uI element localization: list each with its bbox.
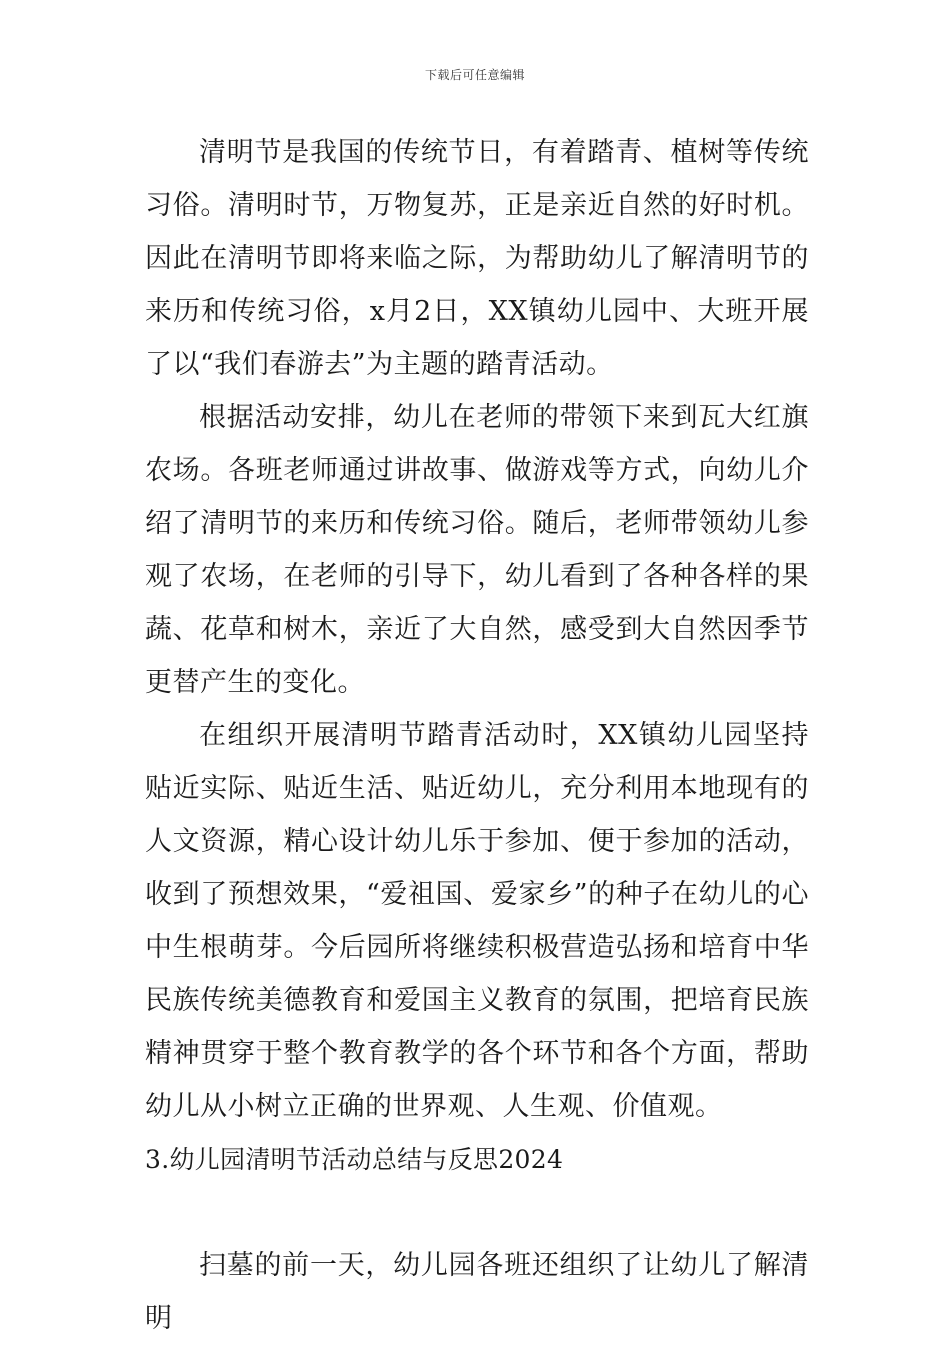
blank-line <box>145 1186 809 1239</box>
paragraph-3: 在组织开展清明节踏青活动时，XX镇幼儿园坚持贴近实际、贴近生活、贴近幼儿，充分利用本地现有的人文资源，精心设计幼儿乐于参加、便于参加的活动，收到了预想效果，“爱祖国、爱家乡”的种子在幼儿的心中生根萌芽。今后园所将继续积极营造弘扬和培育中华民族传统美德教育和爱国主义教育的氛围，把培育民族精神贯穿于整个教育教学的各个环节和各个方面，帮助幼儿从小树立正确的世界观、人生观、价值观。 <box>145 720 809 1122</box>
section-heading: 3.幼儿园清明节活动总结与反思2024 <box>145 1145 564 1174</box>
page-header: 下载后可任意编辑 <box>424 68 525 82</box>
paragraph-4: 扫墓的前一天，幼儿园各班还组织了让幼儿了解清明 <box>145 1250 809 1334</box>
paragraph-1: 清明节是我国的传统节日，有着踏青、植树等传统习俗。清明时节，万物复苏，正是亲近自然的好时机。因此在清明节即将来临之际，为帮助幼儿了解清明节的来历和传统习俗，x月2日，XX镇幼儿园中、大班开展了以“我们春游去”为主题的踏青活动。 <box>145 137 809 380</box>
document-body <box>145 126 809 1345</box>
paragraph-2: 根据活动安排，幼儿在老师的带领下来到瓦大红旗农场。各班老师通过讲故事、做游戏等方式，向幼儿介绍了清明节的来历和传统习俗。随后，老师带领幼儿参观了农场，在老师的引导下，幼儿看到了各种各样的果蔬、花草和树木，亲近了大自然，感受到大自然因季节更替产生的变化。 <box>145 402 809 698</box>
